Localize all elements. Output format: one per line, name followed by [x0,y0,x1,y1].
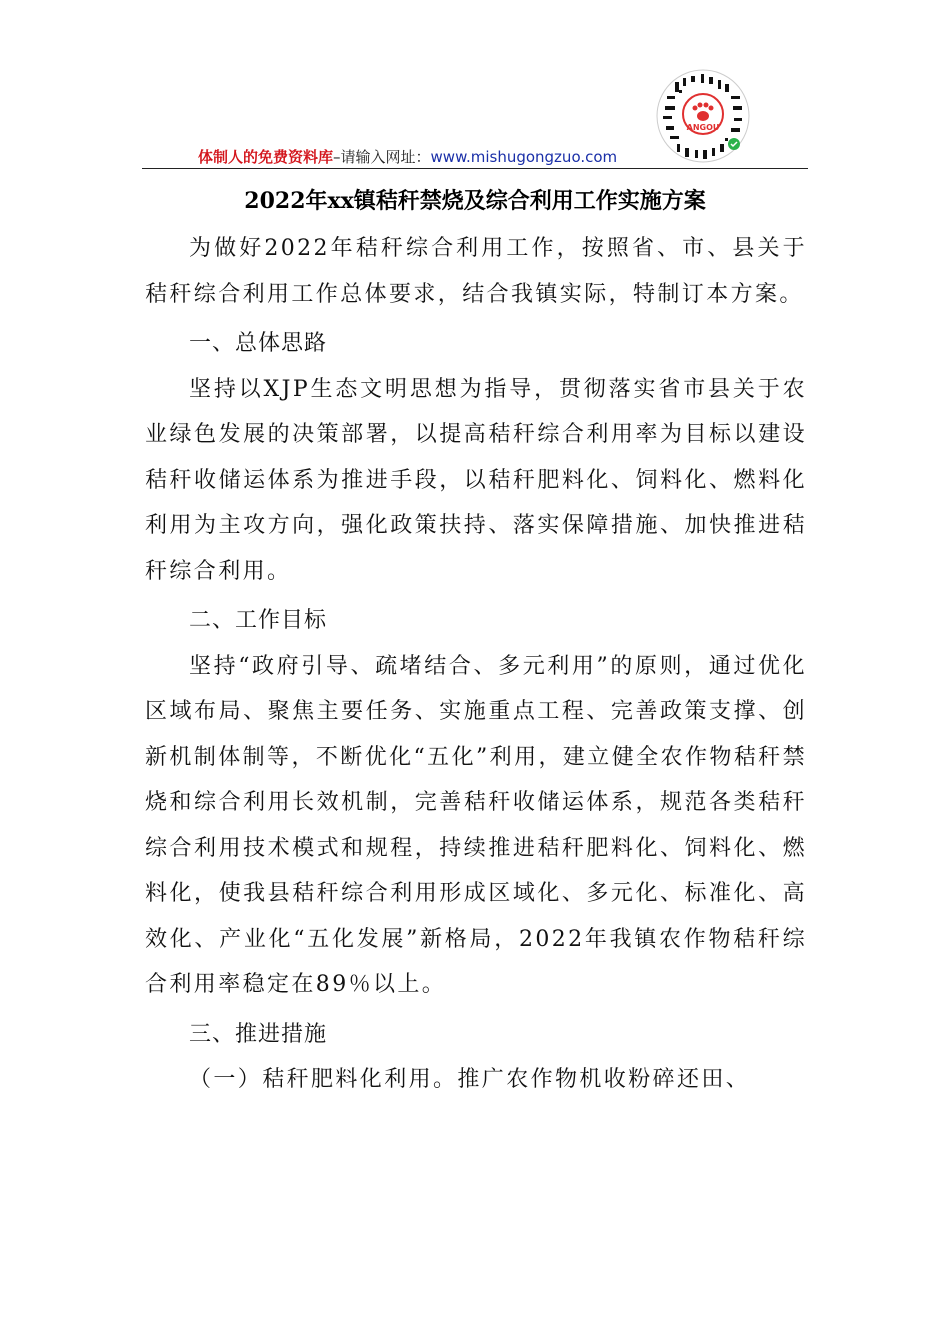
brand-label: 体制人的免费资料库 [198,148,334,166]
intro-paragraph: 为做好2022年秸秆综合利用工作，按照省、市、县关于秸秆综合利用工作总体要求，结合我镇实际，特制订本方案。 [145,236,807,307]
section-heading: 二、工作目标 [189,608,328,633]
qr-caption: ANGOU [686,123,720,132]
section-paragraph: （一）秸秆肥料化利用。推广农作物机收粉碎还田、 [189,1067,751,1092]
url-prompt: –请输入网址： [333,148,431,166]
document-title: 2022年xx镇秸秆禁烧及综合利用工作实施方案 [244,188,706,214]
header-divider [142,168,808,169]
section-paragraph: 坚持“政府引导、疏堵结合、多元利用”的原则，通过优化区域布局、聚焦主要任务、实施重点工程、完善政策支撑、创新机制体制等，不断优化“五化”利用，建立健全农作物秸秆禁烧和综合利用长效机制，完善秸秆收储运体系，规范各类秸秆综合利用技术模式和规程，持续推进秸秆肥料化、饲料化、燃料化，使我县秸秆综合利用形成区域化、多元化、标准化、高效化、产业化“五化发展”新格局，2022年我镇农作物秸秆综合利用率稳定在89％以上。 [145,653,807,997]
header-banner [198,146,617,167]
site-url-link[interactable]: www.mishugongzuo.com [430,148,618,166]
section-heading: 一、总体思路 [189,331,328,356]
section-paragraph: 坚持以XJP生态文明思想为指导，贯彻落实省市县关于农业绿色发展的决策部署，以提高秸秆综合利用率为目标以建设秸秆收储运体系为推进手段，以秸秆肥料化、饲料化、燃料化利用为主攻方向，强化政策扶持、落实保障措施、加快推进秸秆综合利用。 [145,376,807,584]
section-heading: 三、推进措施 [189,1021,328,1047]
document-body [145,226,807,1103]
page-header [142,140,808,170]
